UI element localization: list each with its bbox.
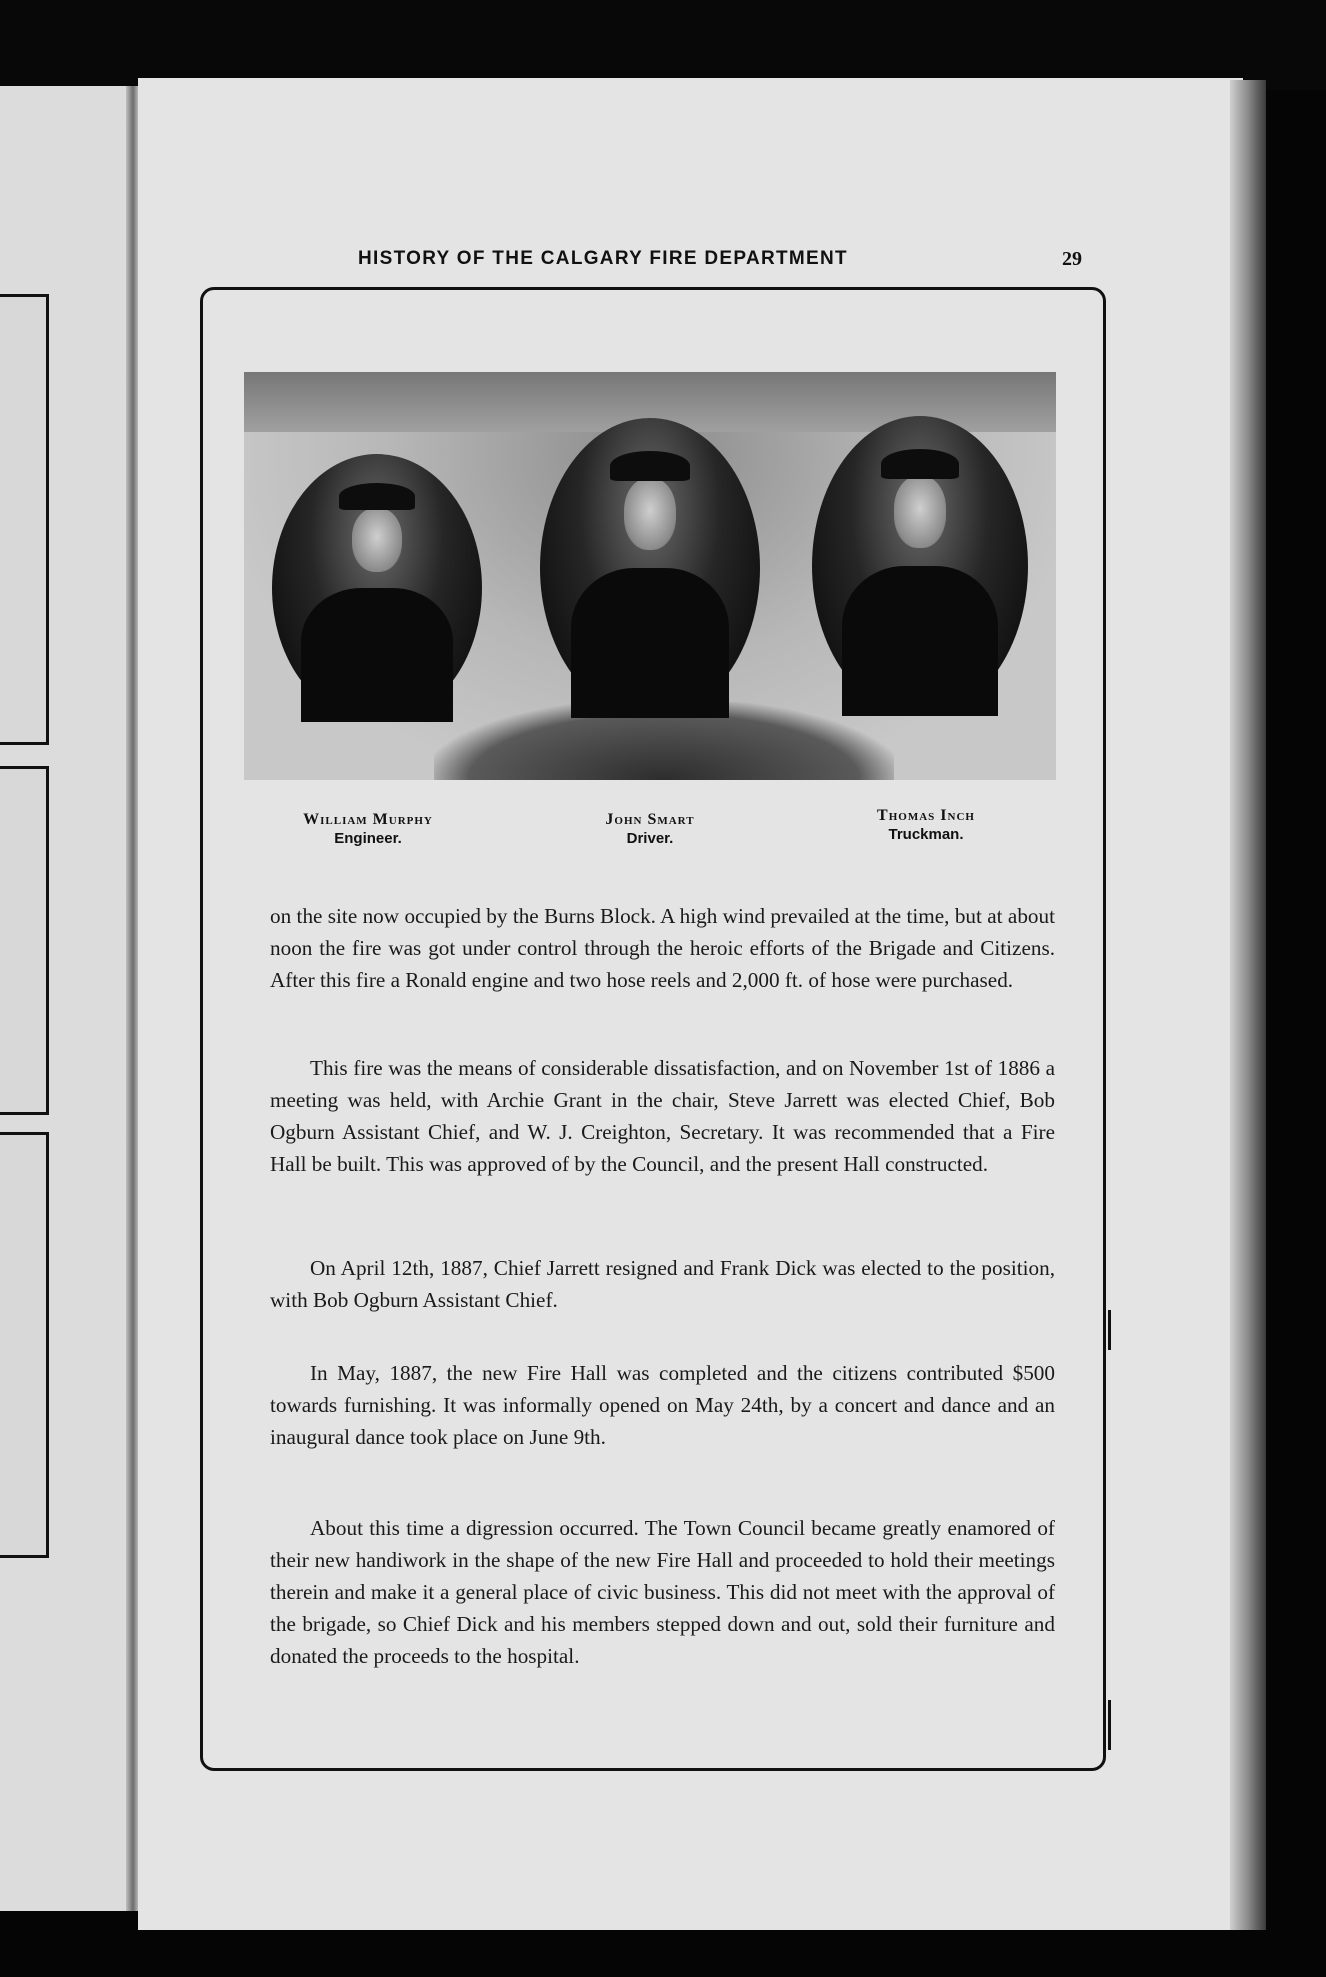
caption-name: William Murphy bbox=[303, 811, 433, 828]
caption-role: Engineer. bbox=[334, 830, 402, 847]
portrait-william-murphy bbox=[272, 454, 482, 722]
portrait-thomas-inch bbox=[812, 416, 1028, 716]
frame-tick-mark bbox=[1108, 1310, 1111, 1350]
frame-tick-mark bbox=[1108, 1700, 1111, 1750]
caption-thomas-inch bbox=[836, 806, 1016, 844]
body-paragraph: This fire was the means of considerable dissatisfaction, and on November 1st of 1886 a meeting was held, with Archie Grant in the chair, Steve Jarrett was elected Chief, Bob Ogburn Assistant Chief, and W. J. Creighton, Secretary. It was recommended that a Fire Hall be built. This was approved of by the Council, and the present Hall constructed. bbox=[270, 1056, 1055, 1176]
body-paragraph: In May, 1887, the new Fire Hall was completed and the citizens contributed $500 towards furnishing. It was informally opened on May 24th, by a concert and dance and an inaugural dance took place on June 9th. bbox=[270, 1361, 1055, 1449]
caption-john-smart bbox=[560, 810, 740, 848]
page-number: 29 bbox=[1062, 248, 1082, 270]
page-edge-shadow bbox=[1230, 80, 1266, 1930]
facing-page-box bbox=[0, 294, 49, 745]
portrait-john-smart bbox=[540, 418, 760, 718]
facing-page-edge bbox=[0, 86, 132, 1911]
portrait-photograph bbox=[244, 372, 1056, 780]
caption-william-murphy bbox=[268, 810, 468, 848]
caption-role: Driver. bbox=[626, 830, 674, 847]
body-paragraph: On April 12th, 1887, Chief Jarrett resigned and Frank Dick was elected to the position, with Bob Ogburn Assistant Chief. bbox=[270, 1256, 1055, 1312]
facing-page-box bbox=[0, 1132, 49, 1558]
caption-name: Thomas Inch bbox=[877, 807, 975, 824]
running-title: HISTORY OF THE CALGARY FIRE DEPARTMENT bbox=[358, 248, 848, 269]
body-paragraph: About this time a digression occurred. The Town Council became greatly enamored of their new handiwork in the shape of the new Fire Hall and proceeded to hold their meetings therein and make it a general place of civic business. This did not meet with the approval of the brigade, so Chief Dick and his members stepped down and out, sold their furniture and donated the proceeds to the hospital. bbox=[270, 1516, 1055, 1668]
caption-role: Truckman. bbox=[888, 826, 964, 843]
body-paragraph: on the site now occupied by the Burns Block. A high wind prevailed at the time, but at about noon the fire was got under control through the heroic efforts of the Brigade and Citizens. After this fire a Ronald engine and two hose reels and 2,000 ft. of hose were purchased. bbox=[270, 904, 1055, 992]
facing-page-box bbox=[0, 766, 49, 1115]
scan-top-shadow bbox=[0, 0, 1326, 90]
caption-name: John Smart bbox=[605, 811, 695, 828]
